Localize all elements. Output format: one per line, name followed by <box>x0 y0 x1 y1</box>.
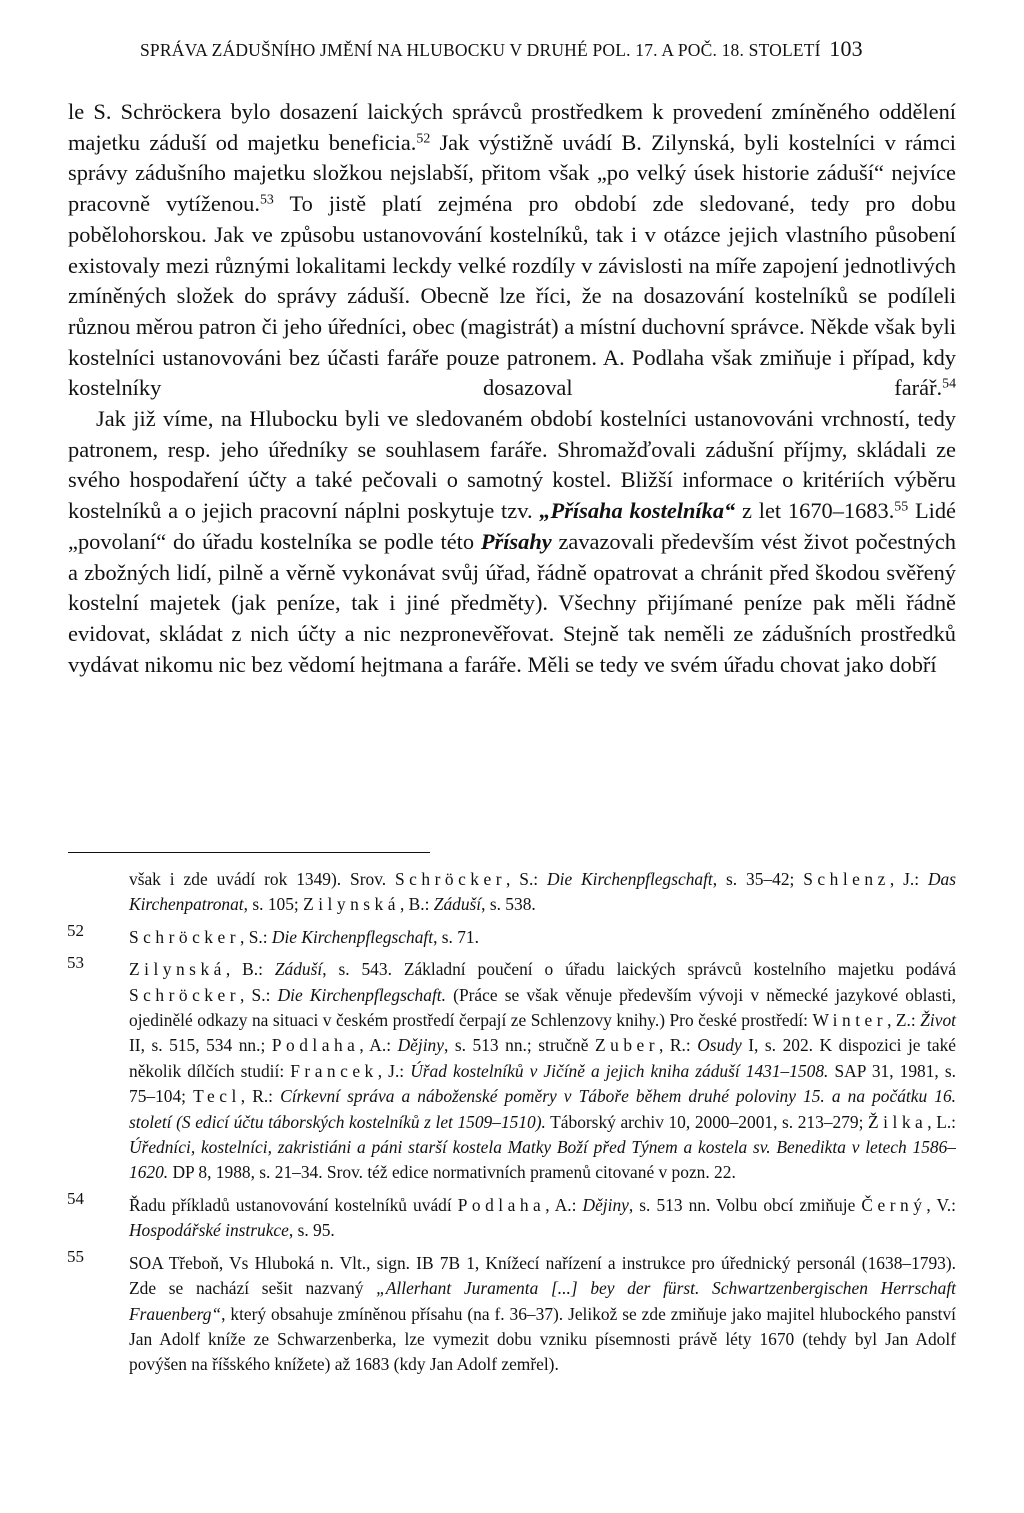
running-header <box>140 36 960 62</box>
running-title: SPRÁVA ZÁDUŠNÍHO JMĚNÍ NA HLUBOCKU V DRUHÉ POL. 17. A POČ. 18. STOLETÍ <box>140 40 821 60</box>
author-name: Schröcker <box>129 926 240 947</box>
work-title: Hospodářské instrukce <box>129 1220 289 1241</box>
work-title: Die Kirchenpflegschaft. <box>277 984 446 1005</box>
footnote-text: však i zde uvádí rok 1349). Srov. Schröcker, S.: Die Kirchenpflegschaft, s. 35–42; Schlenz, J.: Das Kirchenpatronat, s. 105; Zilynská, B.: Záduší, s. 538. <box>129 869 956 915</box>
text-run: Jak již víme, na Hlubocku byli ve sledovaném období kostelníci ustanovováni vrchností, tedy patronem, resp. jeho úředníky se souhlasem faráře. Shromažďovali zádušní příjmy, skládali ze svého hospodaření účty a také pečovali o samotný kostel. Bližší informace o kritériích výběru kostelníků a o jejich pracovní náplni poskytuje tzv. <box>68 406 956 524</box>
footnote-text: Zilynská, B.: Záduší, s. 543. Základní poučení o úřadu laických správců kostelního majetku podává Schröcker, S.: Die Kirchenpflegschaft. (Práce se však věnuje především vývoji v německé jazykové oblasti, ojedinělé odkazy na situaci v českém prostředí čerpají ze Schlenzovy knihy.) Pro české prostředí: Winter, Z.: Život II, s. 515, 534 nn.; Podlaha, A.: Dějiny, s. 513 nn.; stručně Zuber, R.: Osudy I, s. 202. K dispozici je také několik dílčích studií: Francek, J.: Úřad kostelníků v Jičíně a jejich kniha záduší 1431–1508. SAP 31, 1981, s. 75–104; Tecl, R.: Církevní správa a náboženské poměry v Táboře během druhé poloviny 15. a na počátku 16. století (S edicí účtu táborských kostelníků z let 1509–1510). Táborský archiv 10, 2000–2001, s. 213–279; Žilka, L.: Úředníci, kostelníci, zakristiáni a páni starší kostela Matky Boží před Týnem a kostela sv. Benedikta v letech 1586–1620. DP 8, 1988, s. 21–34. Srov. též edice normativních pramenů citované v pozn. 22. <box>129 959 957 1183</box>
text-run: le S. Schröckera bylo dosazení laických správců prostředkem k provedení zmíněného oddělení majetku záduší od majetku beneficia. <box>68 99 956 155</box>
paragraph-2 <box>68 404 956 680</box>
text-run: Jak výstižně uvádí B. Zilynská, byli kostelníci v rámci správy zádušního majetku složkou nejslabší, přitom však „po velký úsek historie záduší“ nejvíce pracovně vytíženou. <box>68 129 956 217</box>
footnote-ref-55[interactable]: 55 <box>894 499 909 515</box>
author-name: Winter <box>812 1010 888 1031</box>
footnote-55 <box>67 1246 956 1378</box>
author-name: Černý <box>861 1194 927 1215</box>
work-title: Úřad kostelníků v Jičíně a jejich kniha záduší 1431–1508. <box>410 1060 829 1081</box>
footnote-ref-54[interactable]: 54 <box>942 376 956 392</box>
footnote-number: 55 <box>67 1246 84 1266</box>
work-title: Úředníci, kostelníci, zakristiáni a páni starší kostela Matky Boží před Týnem a kostela sv. Benedikta v letech 1586–1620. <box>129 1137 956 1183</box>
author-name: Tecl <box>193 1086 241 1107</box>
page-number: 103 <box>829 36 863 61</box>
footnote-continued <box>68 867 956 918</box>
work-title: Církevní správa a náboženské poměry v Táboře během druhé poloviny 15. a na počátku 16. století (S edicí účtu táborských kostelníků z let 1509–1510). <box>129 1086 956 1132</box>
source-title: „Přísaha kostelníka“ <box>539 498 736 524</box>
work-title: „Allerhant Juramenta [...] bey der fürst. Schwartzenbergischen Herrschaft Frauenberg“ <box>129 1278 956 1324</box>
footnotes <box>68 867 956 1378</box>
footnote-ref-53[interactable]: 53 <box>259 192 274 208</box>
source-title-short: Přísahy <box>480 528 552 554</box>
footnote-52 <box>67 920 956 950</box>
footnote-text: SOA Třeboň, Vs Hluboká n. Vlt., sign. IB 7B 1, Knížecí nařízení a instrukce pro úřednický personál (1638–1793). Zde se nachází sešit nazvaný „Allerhant Juramenta [...] bey der fürst. Schwartzenbergischen Herrschaft Frauenberg“, který obsahuje zmíněnou přísahu (na f. 36–37). Jelikož se zde zmiňuje jako majitel hlubockého panství Jan Adolf kníže ze Schwarzenberka, lze vymezit dobu vzniku písemnosti právě léty 1670 (tehdy byl Jan Adolf povýšen na říšského knížete) až 1683 (kdy Jan Adolf zemřel). <box>129 1252 956 1375</box>
footnote-53 <box>67 953 957 1186</box>
work-title: Das Kirchenpatronat <box>129 869 956 915</box>
author-name: Podlaha <box>271 1035 360 1056</box>
footnote-number: 52 <box>67 920 84 940</box>
paragraph-1 <box>68 97 956 404</box>
footnote-number: 53 <box>67 953 84 973</box>
footnote-text: Schröcker, S.: Die Kirchenpflegschaft, s. 71. <box>129 926 479 947</box>
text-run: zavazovali především vést život počestných a zbožných lidí, pilně a věrně vykonávat svůj úřad, řádně opatrovat a chránit před škodou svěřený kostelní majetek (jak peníze, tak i jiné předměty). Všechny přijímané peníze pak měli řádně evidovat, skládat z nich účty a nic nezpronevěřovat. Stejně tak neměli ze zádušních prostředků vydávat nikomu nic bez vědomí hejtmana a faráře. Měli se tedy ve svém úřadu chovat jako dobří <box>68 528 956 677</box>
work-title: Život <box>920 1010 956 1031</box>
work-title: Die Kirchenpflegschaft <box>271 926 434 947</box>
footnote-number: 54 <box>67 1188 84 1208</box>
footnote-text: Řadu příkladů ustanovování kostelníků uvádí Podlaha, A.: Dějiny, s. 513 nn. Volbu obcí zmiňuje Černý, V.: Hospodářské instrukce, s. 95. <box>129 1194 956 1241</box>
work-title: Záduší <box>274 959 323 980</box>
text-run: Lidé „povolaní“ do úřadu kostelníka se podle této <box>68 498 956 554</box>
footnote-ref-52[interactable]: 52 <box>416 131 431 147</box>
author-name: Schlenz <box>803 869 890 889</box>
text-run: z let 1670–1683. <box>735 498 895 524</box>
footnote-separator <box>68 852 430 853</box>
author-name: Schröcker <box>395 869 507 889</box>
footnote-54 <box>67 1188 956 1244</box>
author-name: Žilka <box>868 1111 928 1132</box>
author-name: Francek <box>290 1060 378 1081</box>
author-name: Zuber <box>595 1035 660 1056</box>
author-name: Zilynská <box>129 959 226 980</box>
main-text <box>68 97 956 680</box>
work-title: Dějiny <box>397 1035 444 1056</box>
work-title: Die Kirchenpflegschaft <box>547 869 713 889</box>
work-title: Záduší <box>433 894 482 915</box>
author-name: Podlaha <box>457 1194 546 1215</box>
work-title: Dějiny <box>582 1194 629 1215</box>
author-name: Zilynská <box>303 894 400 915</box>
author-name: Schröcker <box>129 984 240 1005</box>
text-run: To jistě platí zejména pro období zde sledované, tedy pro dobu pobělohorskou. Jak ve způsobu ustanovování kostelníků, tak i v otázce jejich vlastního působení existovaly mezi různými lokalitami leckdy velké rozdíly v závislosti na míře zapojení jednotlivých zmíněných složek do správy záduší. Obecně lze říci, že na dosazování kostelníků se podíleli různou měrou patron či jeho úředníci, obec (magistrát) a místní duchovní správce. Někde však byli kostelníci ustanovováni bez účasti faráře pouze patronem. A. Podlaha však zmiňuje i případ, kdy kostelníky dosazoval farář. <box>68 191 957 401</box>
work-title: Osudy <box>697 1035 742 1056</box>
